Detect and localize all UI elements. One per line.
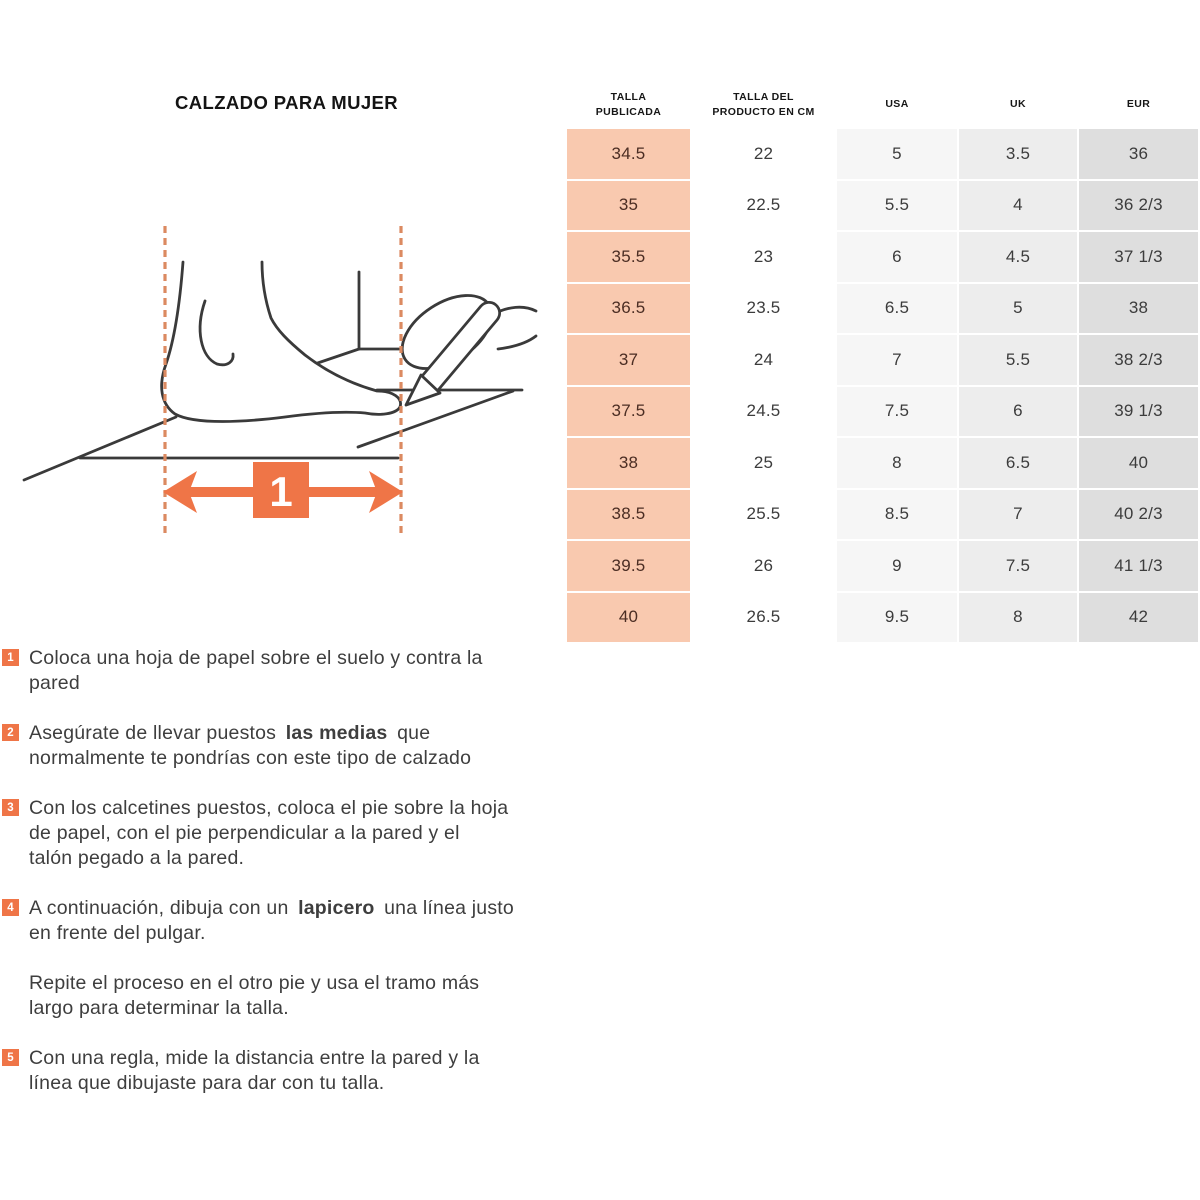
size-cell: 3.5 [959, 129, 1077, 179]
instruction-item [2, 1046, 647, 1096]
size-cell: 6 [959, 387, 1077, 437]
instruction-text [29, 1046, 480, 1096]
size-cell: 7.5 [959, 541, 1077, 591]
size-cell: 8.5 [837, 490, 957, 540]
text-segment: Con una regla, mide la distancia entre la pared y la [29, 1047, 480, 1069]
size-cell: 37 [567, 335, 690, 385]
size-cell: 36 2/3 [1079, 181, 1198, 231]
size-cell: 23.5 [692, 284, 835, 334]
size-cell: 23 [692, 232, 835, 282]
text-segment: normalmente te pondrías con este tipo de calzado [29, 747, 472, 769]
size-cell: 22 [692, 129, 835, 179]
size-cell: 7 [837, 335, 957, 385]
text-segment: en frente del pulgar. [29, 922, 206, 944]
size-cell: 5.5 [959, 335, 1077, 385]
instruction-text [29, 646, 483, 696]
size-cell: 9.5 [837, 593, 957, 643]
size-cell: 25.5 [692, 490, 835, 540]
page-title: CALZADO PARA MUJER [175, 92, 399, 113]
text-segment: línea que dibujaste para dar con tu talla. [29, 1072, 385, 1094]
highlighted-term: lapicero [298, 897, 375, 919]
step-number-badge: 5 [2, 1049, 19, 1066]
instruction-item [2, 721, 647, 771]
size-cell: 37.5 [567, 387, 690, 437]
text-segment: Coloca una hoja de papel sobre el suelo y contra la [29, 647, 483, 669]
step-number-badge: 1 [2, 649, 19, 666]
size-cell: 4.5 [959, 232, 1077, 282]
size-cell: 38 2/3 [1079, 335, 1198, 385]
size-cell: 7 [959, 490, 1077, 540]
size-cell: 42 [1079, 593, 1198, 643]
foot-outline [162, 262, 401, 422]
instruction-text [29, 971, 479, 1021]
text-segment: Asegúrate de llevar puestos [29, 722, 282, 744]
step-1-badge-label: 1 [269, 468, 293, 515]
text-segment: largo para determinar la talla. [29, 997, 289, 1019]
instruction-item [2, 646, 647, 696]
size-cell: 6.5 [959, 438, 1077, 488]
hand-with-pencil [389, 280, 536, 405]
size-cell: 6.5 [837, 284, 957, 334]
instruction-text [29, 721, 471, 771]
size-cell: 26.5 [692, 593, 835, 643]
text-segment: una línea justo [378, 897, 514, 919]
instructions [2, 646, 647, 1121]
size-cell: 6 [837, 232, 957, 282]
size-cell: 34.5 [567, 129, 690, 179]
size-cell: 40 [567, 593, 690, 643]
size-cell: 5 [959, 284, 1077, 334]
instruction-item [2, 971, 647, 1021]
text-segment: talón pegado a la pared. [29, 847, 245, 869]
size-cell: 25 [692, 438, 835, 488]
size-cell: 8 [959, 593, 1077, 643]
size-cell: 24.5 [692, 387, 835, 437]
size-cell: 38 [567, 438, 690, 488]
text-segment: A continuación, dibuja con un [29, 897, 295, 919]
size-cell: 38.5 [567, 490, 690, 540]
size-cell: 26 [692, 541, 835, 591]
column-header: UK [959, 83, 1077, 127]
size-cell: 7.5 [837, 387, 957, 437]
size-cell: 24 [692, 335, 835, 385]
instruction-text [29, 896, 514, 946]
text-segment: Repite el proceso en el otro pie y usa el tramo más [29, 972, 480, 994]
size-cell: 4 [959, 181, 1077, 231]
text-segment: pared [29, 672, 80, 694]
size-cell: 36.5 [567, 284, 690, 334]
instruction-text [29, 796, 508, 871]
foot-measurement-illustration [0, 195, 572, 547]
size-cell: 35 [567, 181, 690, 231]
instruction-item [2, 796, 647, 871]
size-cell: 41 1/3 [1079, 541, 1198, 591]
measurement-arrow [163, 462, 403, 518]
size-cell: 37 1/3 [1079, 232, 1198, 282]
column-header: USA [837, 83, 957, 127]
column-header: EUR [1079, 83, 1198, 127]
size-cell: 5.5 [837, 181, 957, 231]
size-cell: 39 1/3 [1079, 387, 1198, 437]
size-cell: 35.5 [567, 232, 690, 282]
size-cell: 5 [837, 129, 957, 179]
highlighted-term: las medias [285, 722, 388, 744]
foot-measurement-svg [0, 195, 572, 547]
size-cell: 38 [1079, 284, 1198, 334]
size-cell: 40 2/3 [1079, 490, 1198, 540]
step-number-badge: 2 [2, 724, 19, 741]
size-cell: 36 [1079, 129, 1198, 179]
size-cell: 9 [837, 541, 957, 591]
size-cell: 40 [1079, 438, 1198, 488]
step-number-badge: 4 [2, 899, 19, 916]
instruction-item [2, 896, 647, 946]
size-table [567, 83, 1198, 642]
size-cell: 22.5 [692, 181, 835, 231]
column-header: TALLA PUBLICADA [567, 83, 690, 127]
column-header: TALLA DEL PRODUCTO EN CM [692, 83, 835, 127]
step-number-badge: 3 [2, 799, 19, 816]
text-segment: Con los calcetines puestos, coloca el pie sobre la hoja [29, 797, 509, 819]
size-cell: 8 [837, 438, 957, 488]
text-segment: que [391, 722, 431, 744]
text-segment: de papel, con el pie perpendicular a la pared y el [29, 822, 460, 844]
size-cell: 39.5 [567, 541, 690, 591]
